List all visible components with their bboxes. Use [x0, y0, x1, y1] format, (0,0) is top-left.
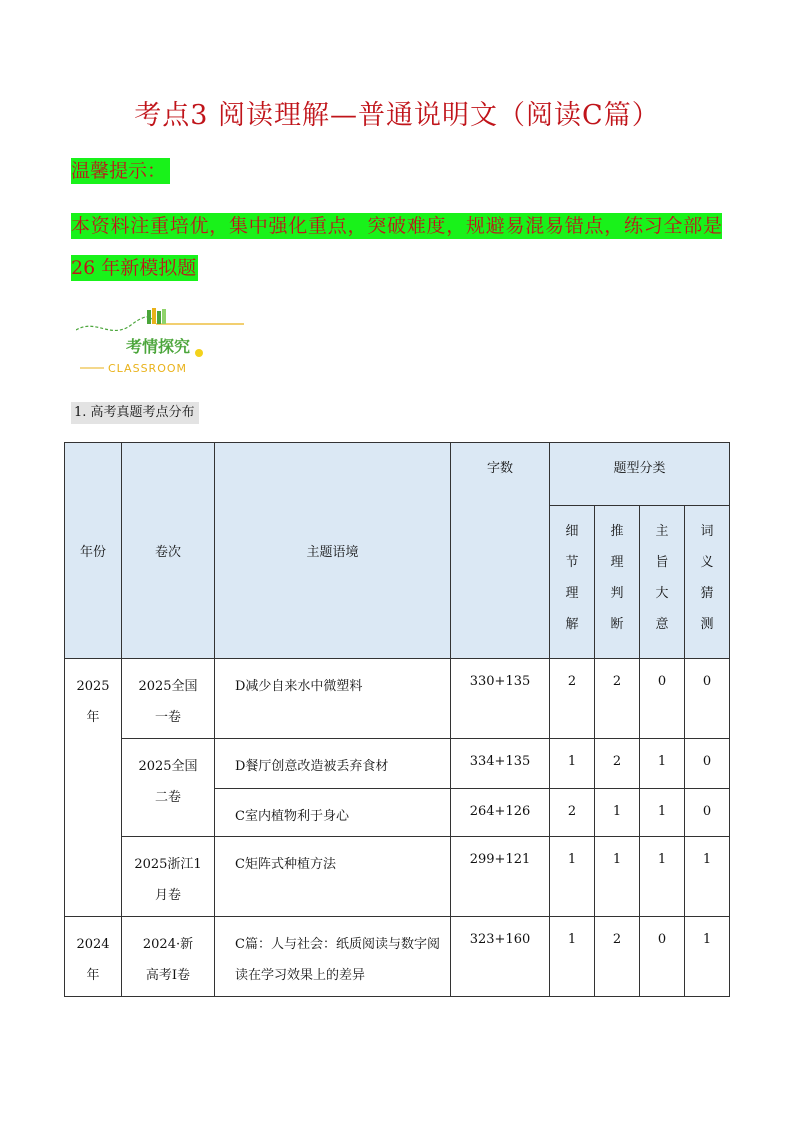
value-cell: 1	[550, 917, 595, 997]
topic-cell: D餐厅创意改造被丢弃食材	[215, 739, 451, 789]
page-title: 考点3 阅读理解—普通说明文（阅读C篇）	[134, 100, 660, 131]
words-cell: 334+135	[451, 739, 550, 789]
value-cell: 1	[640, 739, 685, 789]
table-row	[65, 739, 730, 789]
value-cell: 0	[685, 659, 730, 739]
header-paper: 卷次	[122, 443, 215, 659]
header-topic: 主题语境	[215, 443, 451, 659]
value-cell: 2	[595, 659, 640, 739]
topic-cell: C篇：人与社会：纸质阅读与数字阅读在学习效果上的差异	[215, 917, 451, 997]
paper-cell: 2025全国 二卷	[122, 739, 215, 837]
paper-cell: 2025全国 一卷	[122, 659, 215, 739]
value-cell: 1	[640, 837, 685, 917]
header-words: 字数	[451, 443, 550, 659]
value-cell: 1	[550, 837, 595, 917]
tip-label: 温馨提示：	[71, 158, 170, 184]
value-cell: 2	[550, 789, 595, 837]
value-cell: 0	[640, 659, 685, 739]
paper-cell: 2025浙江1 月卷	[122, 837, 215, 917]
header-main-idea: 主 旨 大 意	[640, 506, 685, 659]
topic-cell: C室内植物利于身心	[215, 789, 451, 837]
table-row	[65, 659, 730, 739]
value-cell: 0	[640, 917, 685, 997]
topic-cell: C矩阵式种植方法	[215, 837, 451, 917]
value-cell: 0	[685, 789, 730, 837]
value-cell: 2	[595, 917, 640, 997]
words-cell: 330+135	[451, 659, 550, 739]
header-inference: 推 理 判 断	[595, 506, 640, 659]
tip-line-2: 26 年新模拟题	[71, 257, 197, 279]
value-cell: 1	[685, 917, 730, 997]
value-cell: 1	[595, 837, 640, 917]
value-cell: 1	[685, 837, 730, 917]
header-detail: 细 节 理 解	[550, 506, 595, 659]
year-cell: 2024 年	[65, 917, 122, 997]
topic-cell: D减少自来水中微塑料	[215, 659, 451, 739]
words-cell: 299+121	[451, 837, 550, 917]
header-word-guess: 词 义 猜 测	[685, 506, 730, 659]
header-year: 年份	[65, 443, 122, 659]
logo-title: 考情探究	[126, 337, 191, 356]
words-cell: 323+160	[451, 917, 550, 997]
table-row	[65, 837, 730, 917]
value-cell: 0	[685, 739, 730, 789]
paper-cell: 2024·新 高考Ⅰ卷	[122, 917, 215, 997]
section-heading: 1. 高考真题考点分布	[71, 402, 199, 424]
value-cell: 1	[550, 739, 595, 789]
tip-line-1: 本资料注重培优，集中强化重点，突破难度，规避易混易错点，练习全部是	[71, 215, 722, 237]
header-question-types: 题型分类	[550, 443, 730, 506]
value-cell: 1	[640, 789, 685, 837]
value-cell: 1	[595, 789, 640, 837]
value-cell: 2	[550, 659, 595, 739]
year-cell: 2025 年	[65, 659, 122, 917]
words-cell: 264+126	[451, 789, 550, 837]
table-row	[65, 917, 730, 997]
exam-distribution-table	[64, 442, 730, 997]
logo-subtitle: CLASSROOM	[108, 362, 188, 375]
value-cell: 2	[595, 739, 640, 789]
